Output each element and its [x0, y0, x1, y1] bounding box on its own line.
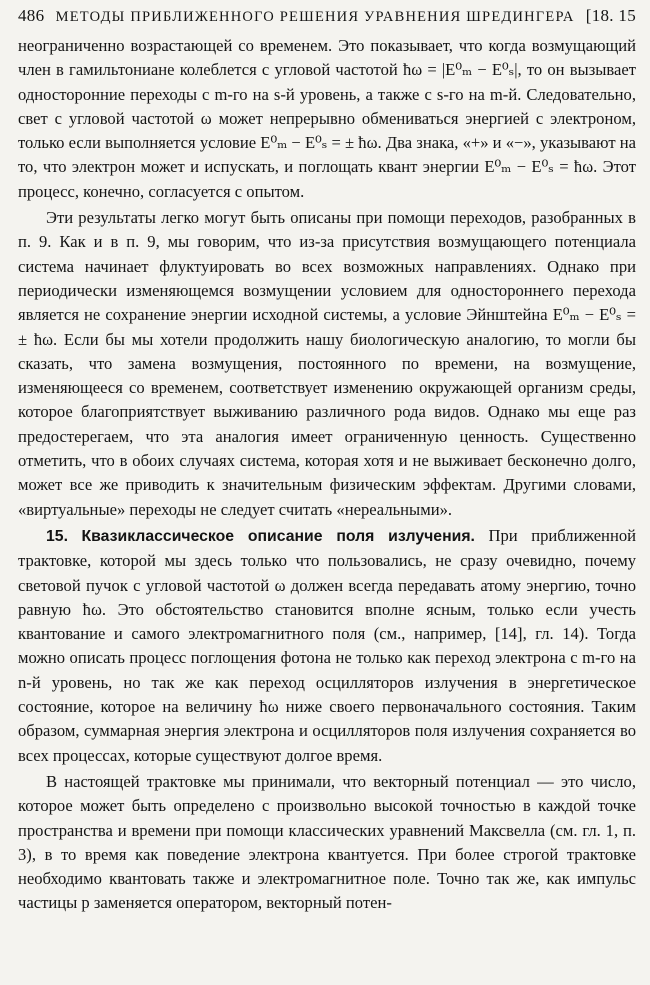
page-number: 486	[18, 6, 45, 25]
section-text: При приближенной трактовке, которой мы здесь только что пользовались, не сразу очевидно, почему световой пучок с угловой частотой ω должен всегда передавать атому энергию, точно равную ħω. Это обстоятельство становится вполне ясным, только если учесть квантование и самого электромагнитного поля (см., например, [14], гл. 14). Тогда можно описать процесс поглощения фотона не только как переход электрона с m-го на n-й уровень, но так же как переход осцилляторов излучения в энергетическое состояние, которое на величину ħω ниже своего первоначального состояния. Таким образом, суммарная энергия электрона и осцилляторов поля излучения сохраняется во всех процессах, которые существуют долгое время.	[18, 525, 636, 765]
body-text	[18, 34, 636, 916]
paragraph-2: Эти результаты легко могут быть описаны при помощи переходов, разобранных в п. 9. Как и в п. 9, мы говорим, что из-за присутствия возмущающего потенциала система начинает флуктуировать во всех возможных направлениях. Однако при периодически изменяющемся возмущении условием для одностороннего перехода является не сохранение энергии исходной системы, а условие Эйнштейна E⁰ₘ − E⁰ₛ = ± ħω. Если бы мы хотели продолжить нашу биологическую аналогию, то могли бы сказать, что замена возмущения, постоянного по времени, на возмущение, изменяющееся со временем, соответствует изменению окружающей организм среды, которое благоприятствует выживанию различного рода видов. Однако мы еще раз предостерегаем, что эта аналогия имеет ограниченную ценность. Существенно отметить, что в обоих случаях система, которая хотя и не выживает бесконечно долго, может все же приводить к значительным физическим эффектам. Другими словами, «виртуальные» переходы не следует считать «нереальными».	[18, 208, 636, 519]
running-header	[18, 6, 636, 34]
section-title: Квазиклассическое описание поля излучения.	[81, 527, 475, 545]
section-15	[18, 524, 636, 768]
paragraph-4: В настоящей трактовке мы принимали, что векторный потенциал — это число, которое может быть определено с произвольно высокой точностью в каждой точке пространства и времени при помощи классических уравнений Максвелла (см. гл. 1, п. 3), в то время как поведение электрона квантуется. При более строгой трактовке необходимо квантовать также и электромагнитное поле. Точно так же, как импульс частицы p заменяется оператором, векторный потен-	[18, 771, 636, 913]
paragraph-1: неограниченно возрастающей со временем. Это показывает, что когда возмущающий член в гамильтониане колеблется с угловой частотой ħω = |E⁰ₘ − E⁰ₛ|, то он вызывает односторонние переходы с m-го на s-й уровень, а также с s-го на m-й. Следовательно, свет с угловой частотой ω может непрерывно обмениваться энергией с электроном, только если выполняется условие E⁰ₘ − E⁰ₛ = ± ħω. Два знака, «+» и «−», указывают на то, что электрон может и испускать, и поглощать квант энергии E⁰ₘ − E⁰ₛ = ħω. Этот процесс, конечно, согласуется с опытом.	[18, 36, 636, 201]
running-title: МЕТОДЫ ПРИБЛИЖЕННОГО РЕШЕНИЯ УРАВНЕНИЯ ШРЕДИНГЕРА	[55, 9, 575, 25]
section-ref: [18. 15	[585, 6, 636, 25]
section-number: 15.	[46, 527, 68, 545]
